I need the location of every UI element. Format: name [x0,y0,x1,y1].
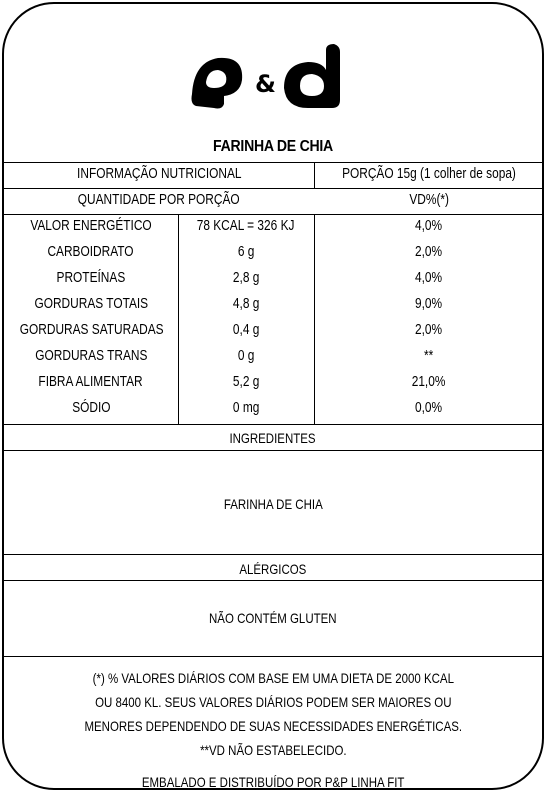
footnote-line [4,666,542,690]
divider [4,656,542,657]
nutrient-name: GORDURAS TOTAIS [34,296,148,312]
divider [4,554,542,555]
allergens-text: NÃO CONTÉM GLUTEN [209,610,337,626]
nutrient-row [4,397,542,423]
logo-ampersand: & [255,70,276,98]
nutrient-amount: 5,2 g [232,374,260,390]
product-title: FARINHA DE CHIA [213,138,333,155]
footnote-line [4,690,542,714]
nutrient-amount: 4,8 g [232,296,260,312]
nutrient-name: SÓDIO [71,400,111,416]
packaged-by-text: EMBALADO E DISTRIBUÍDO POR P&P LINHA FIT [141,774,405,790]
nutrient-name: PROTEÍNAS [56,270,126,286]
nutrient-name: GORDURAS TRANS [34,348,148,364]
divider [4,424,542,425]
nutrient-row [4,345,542,371]
nutrient-amount: 0 mg [232,400,260,416]
nutrient-vd: 2,0% [415,244,443,260]
footnote-text: **VD NÃO ESTABELECIDO. [199,742,347,758]
nutrient-amount: 78 KCAL = 326 KJ [197,218,295,234]
footnote-text: OU 8400 KL. SEUS VALORES DIÁRIOS PODEM SER MAIORES OU [94,694,452,710]
ingredients-heading: INGREDIENTES [229,430,317,446]
nutrient-vd: 21,0% [412,374,446,390]
allergens-heading-row [4,557,542,581]
ingredients-text: FARINHA DE CHIA [223,496,323,512]
nutrient-row [4,215,542,241]
nutrient-row [4,293,542,319]
nutrition-info-label: INFORMAÇÃO NUTRICIONAL [76,166,242,182]
nutrient-name: VALOR ENERGÉTICO [30,218,152,234]
quantity-header-row [4,189,542,215]
footnote-line [4,714,542,738]
nutrition-label [2,2,544,790]
ingredients-text-row [4,492,542,516]
serving-size: PORÇÃO 15g (1 colher de sopa) [342,166,516,182]
divider [4,450,542,451]
nutrient-amount: 2,8 g [232,270,260,286]
brand-logo [184,42,344,112]
nutrient-name: CARBOIDRATO [47,244,135,260]
nutrient-amount: 0,4 g [232,322,260,338]
nutrient-amount: 6 g [237,244,255,260]
nutrient-row [4,241,542,267]
nutrient-name: FIBRA ALIMENTAR [38,374,144,390]
footnote-line [4,738,542,762]
ingredients-heading-row [4,426,542,450]
nutrient-name: GORDURAS SATURADAS [19,322,164,338]
nutrient-vd: ** [424,348,434,364]
allergens-heading: ALÉRGICOS [239,561,307,577]
nutrient-row [4,267,542,293]
nutrient-row [4,319,542,345]
footnote-text: MENORES DEPENDENDO DE SUAS NECESSIDADES ENERGÉTICAS. [84,718,462,734]
nutrient-vd: 2,0% [415,322,443,338]
allergens-text-row [4,606,542,630]
nutrient-row [4,371,542,397]
footnote-text: (*) % VALORES DIÁRIOS COM BASE EM UMA DIETA DE 2000 KCAL [92,670,454,686]
nutrition-header-row [4,163,542,189]
vd-label: VD%(*) [409,192,449,208]
nutrient-vd: 9,0% [415,296,443,312]
quantity-label: QUANTIDADE POR PORÇÃO [78,192,240,208]
nutrient-vd: 4,0% [415,218,443,234]
packaged-by-line [4,770,542,790]
nutrient-vd: 4,0% [415,270,443,286]
nutrient-amount: 0 g [237,348,255,364]
nutrient-vd: 0,0% [415,400,443,416]
